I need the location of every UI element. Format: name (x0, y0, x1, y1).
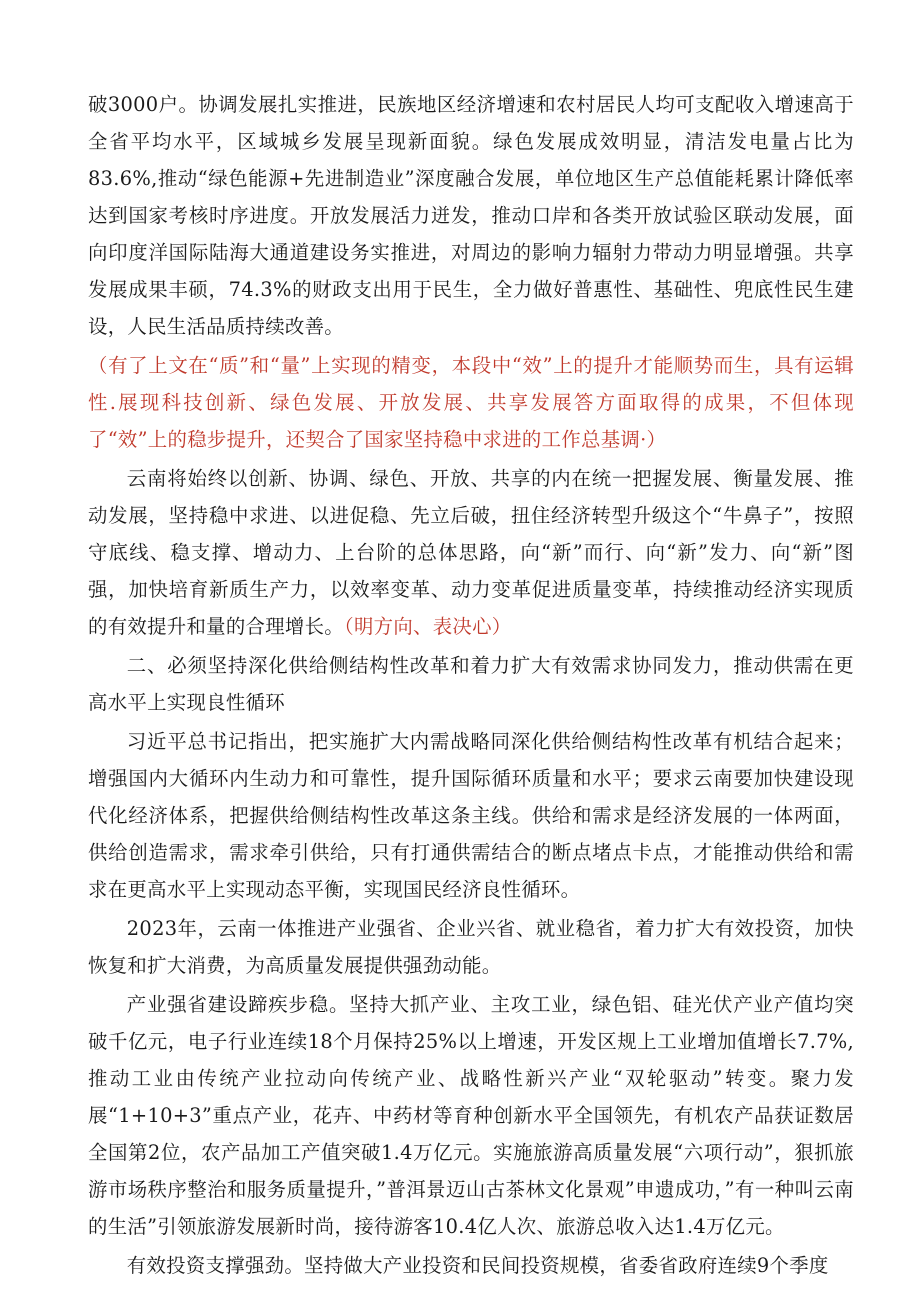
section-heading-2: 二、必须坚持深化供给侧结构性改革和着力扩大有效需求协同发力，推动供需在更高水平上实现良性循环 (88, 654, 854, 714)
paragraph-2023-overview: 2023年，云南一体推进产业强省、企业兴省、就业稳省，着力扩大有效投资，加快恢复和扩大消费，为高质量发展提供强劲动能。 (88, 917, 854, 977)
paragraph-effective-investment: 有效投资支撑强劲。坚持做大产业投资和民间投资规模，省委省政府连续9个季度 (126, 1254, 829, 1277)
annotation-note-efficiency: （有了上文在“质”和“量”上实现的精变，本段中“效”上的提升才能顺势而生，具有运辑性.展现科技创新、绿色发展、开放发展、共享发展答方面取得的成果，不但体现了“效”上的稳步提升，还契合了国家坚持稳中求进的工作总基调·） (88, 354, 854, 451)
annotation-note-direction: （明方向、表决心） (343, 615, 512, 638)
paragraph-yunnan-commitment-text: 云南将始终以创新、协调、绿色、开放、共享的内在统一把握发展、衡量发展、推动发展，坚持稳中求进、以进促稳、先立后破，扭住经济转型升级这个“牛鼻子”，按照守底线、稳支撑、增动力、上台阶的总体思路，向“新”而行、向“新”发力、向“新”图强，加快培育新质生产力，以效率变革、动力变革促进质量变革，持续推动经济实现质的有效提升和量的合理增长。 (88, 467, 854, 638)
document-body (88, 86, 854, 1284)
paragraph-yunnan-commitment (88, 460, 854, 645)
paragraph-xi-quote: 习近平总书记指出，把实施扩大内需战略同深化供给侧结构性改革有机结合起来；增强国内大循环内生动力和可靠性，提升国际循环质量和水平；要求云南要加快建设现代化经济体系，把握供给侧结构性改革这条主线。供给和需求是经济发展的一体两面，供给创造需求，需求牵引供给，只有打通供需结合的断点堵点卡点，才能推动供给和需求在更高水平上实现动态平衡，实现国民经济良性循环。 (88, 730, 854, 901)
paragraph-development-results: 破3000户。协调发展扎实推进，民族地区经济增速和农村居民人均可支配收入增速高于全省平均水平，区域城乡发展呈现新面貌。绿色发展成效明显，清洁发电量占比为83.6%,推动“绿色能源+先进制造业”深度融合发展，单位地区生产总值能耗累计降低率达到国家考核时序进度。开放发展活力迸发，推动口岸和各类开放试验区联动发展，面向印度洋国际陆海大通道建设务实推进，对周边的影响力辐射力带动力明显增强。共享发展成果丰硕，74.3%的财政支出用于民生，全力做好普惠性、基础性、兜底性民生建设，人民生活品质持续改善。 (88, 93, 854, 338)
paragraph-industry-strength: 产业强省建设蹄疾步稳。坚持大抓产业、主攻工业，绿色铝、硅光伏产业产值均突破千亿元，电子行业连续18个月保持25%以上增速，开发区规上工业增加值增长7.7%,推动工业由传统产业拉动向传统产业、战略性新兴产业“双轮驱动”转变。聚力发展“1+10+3”重点产业，花卉、中药材等育种创新水平全国领先，有机农产品获证数居全国第2位，农产品加工产值突破1.4万亿元。实施旅游高质量发展“六项行动”，狠抓旅游市场秩序整治和服务质量提升，”普洱景迈山古茶林文化景观”申遗成功，”有一种叫云南的生活”引领旅游发展新时尚，接待游客10.4亿人次、旅游总收入达1.4万亿元。 (88, 993, 854, 1238)
